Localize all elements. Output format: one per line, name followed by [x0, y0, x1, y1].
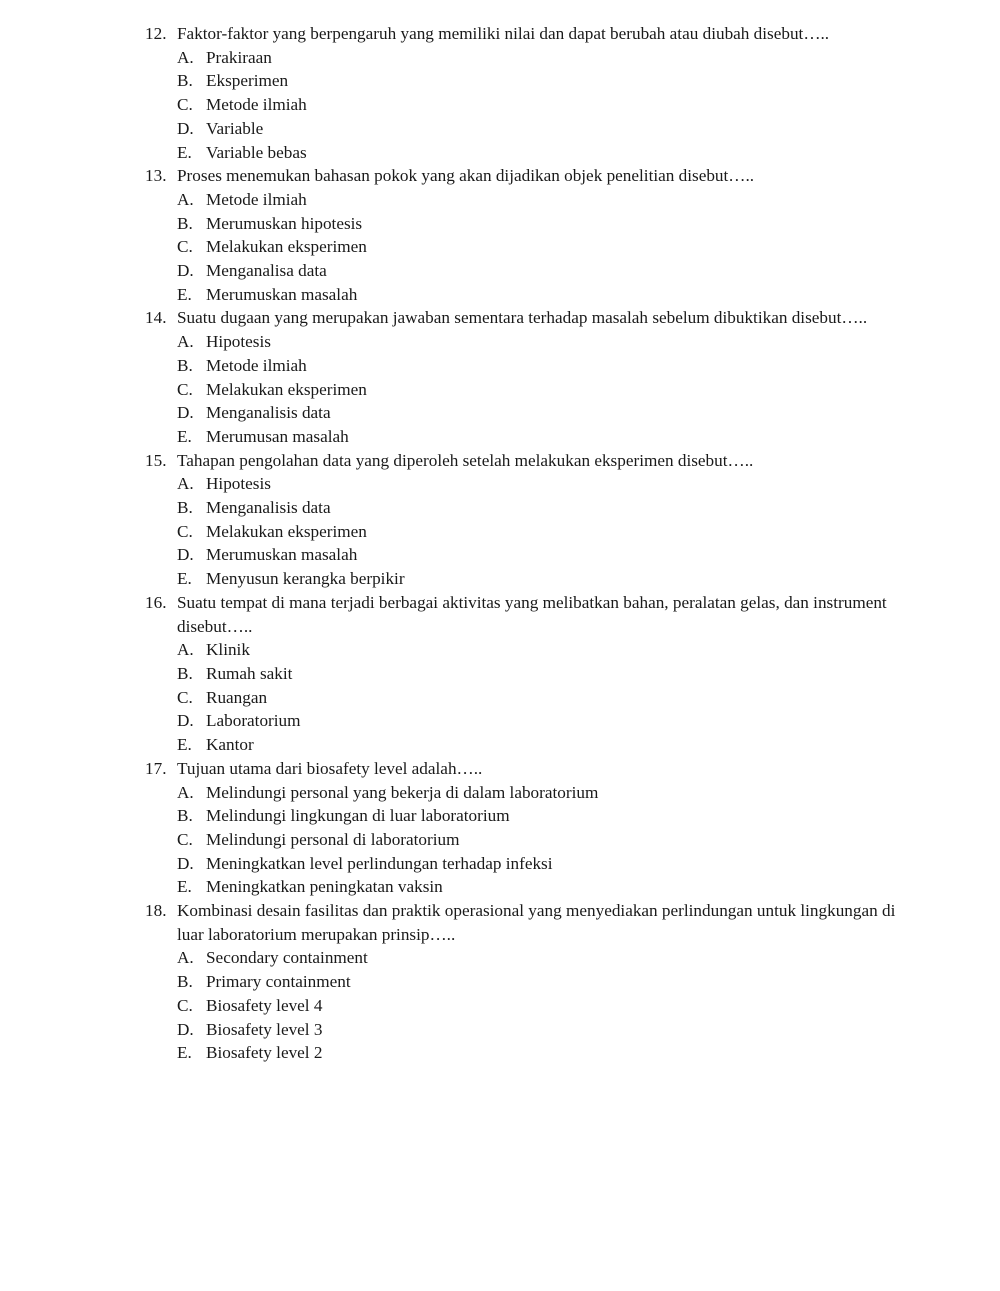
option-e	[0, 567, 1000, 591]
option-letter: B.	[177, 213, 193, 233]
option-text: Meningkatkan level perlindungan terhadap infeksi	[206, 853, 553, 873]
option-a	[0, 781, 1000, 805]
option-b	[0, 804, 1000, 828]
question-stem	[0, 591, 1000, 638]
option-text: Merumuskan masalah	[206, 284, 358, 304]
question-stem	[0, 164, 1000, 188]
question-12	[0, 22, 1000, 164]
option-e	[0, 141, 1000, 165]
option-letter: E.	[177, 142, 192, 162]
option-b	[0, 970, 1000, 994]
option-d	[0, 709, 1000, 733]
option-text: Prakiraan	[206, 47, 272, 67]
option-letter: A.	[177, 47, 194, 67]
option-a	[0, 188, 1000, 212]
option-b	[0, 69, 1000, 93]
option-letter: A.	[177, 474, 194, 494]
option-e	[0, 283, 1000, 307]
option-c	[0, 994, 1000, 1018]
option-text: Meningkatkan peningkatan vaksin	[206, 877, 443, 897]
option-list	[0, 330, 1000, 449]
option-c	[0, 235, 1000, 259]
option-d	[0, 1018, 1000, 1042]
option-letter: B.	[177, 806, 193, 826]
option-e	[0, 875, 1000, 899]
option-text: Menganalisa data	[206, 261, 327, 281]
question-stem	[0, 22, 1000, 46]
option-list	[0, 638, 1000, 757]
option-a	[0, 638, 1000, 662]
option-letter: B.	[177, 355, 193, 375]
option-list	[0, 946, 1000, 1065]
option-list	[0, 781, 1000, 900]
option-b	[0, 212, 1000, 236]
option-letter: E.	[177, 877, 192, 897]
question-14	[0, 306, 1000, 448]
option-d	[0, 259, 1000, 283]
option-c	[0, 828, 1000, 852]
option-text: Kantor	[206, 735, 254, 755]
option-text: Hipotesis	[206, 332, 271, 352]
option-letter: C.	[177, 829, 193, 849]
question-text: Suatu dugaan yang merupakan jawaban sementara terhadap masalah sebelum dibuktikan disebut…..	[177, 308, 868, 328]
option-d	[0, 117, 1000, 141]
option-list	[0, 46, 1000, 165]
option-e	[0, 1041, 1000, 1065]
option-letter: D.	[177, 1019, 194, 1039]
question-number: 15.	[145, 450, 167, 470]
option-a	[0, 46, 1000, 70]
option-text: Rumah sakit	[206, 663, 293, 683]
option-e	[0, 733, 1000, 757]
option-letter: D.	[177, 403, 194, 423]
option-letter: A.	[177, 948, 194, 968]
option-b	[0, 496, 1000, 520]
option-text: Variable	[206, 118, 264, 138]
question-number: 12.	[145, 24, 167, 43]
option-text: Menyusun kerangka berpikir	[206, 569, 405, 589]
question-stem	[0, 899, 1000, 946]
option-d	[0, 852, 1000, 876]
question-stem	[0, 306, 1000, 330]
option-letter: B.	[177, 71, 193, 91]
option-letter: D.	[177, 853, 194, 873]
question-number: 18.	[145, 901, 167, 921]
option-letter: A.	[177, 332, 194, 352]
option-letter: E.	[177, 284, 192, 304]
question-number: 14.	[145, 308, 167, 328]
option-letter: B.	[177, 498, 193, 518]
option-d	[0, 401, 1000, 425]
question-text: Tahapan pengolahan data yang diperoleh setelah melakukan eksperimen disebut…..	[177, 450, 754, 470]
option-c	[0, 520, 1000, 544]
option-list	[0, 188, 1000, 307]
option-text: Biosafety level 4	[206, 995, 323, 1015]
option-letter: D.	[177, 118, 194, 138]
option-text: Melindungi personal di laboratorium	[206, 829, 460, 849]
option-text: Merumusan masalah	[206, 426, 349, 446]
option-letter: C.	[177, 521, 193, 541]
option-letter: A.	[177, 782, 194, 802]
option-letter: B.	[177, 663, 193, 683]
option-a	[0, 330, 1000, 354]
option-letter: E.	[177, 735, 192, 755]
option-d	[0, 543, 1000, 567]
option-text: Metode ilmiah	[206, 95, 307, 115]
question-number: 16.	[145, 592, 167, 612]
question-stem	[0, 757, 1000, 781]
option-letter: C.	[177, 379, 193, 399]
question-text: Tujuan utama dari biosafety level adalah…..	[177, 758, 483, 778]
option-a	[0, 946, 1000, 970]
option-c	[0, 686, 1000, 710]
option-text: Ruangan	[206, 687, 268, 707]
option-letter: E.	[177, 426, 192, 446]
option-letter: D.	[177, 711, 194, 731]
question-text: Faktor-faktor yang berpengaruh yang memiliki nilai dan dapat berubah atau diubah disebut…..	[177, 24, 830, 43]
option-text: Melakukan eksperimen	[206, 379, 367, 399]
question-16	[0, 591, 1000, 757]
question-text: Suatu tempat di mana terjadi berbagai aktivitas yang melibatkan bahan, peralatan gelas, dan instrument disebut…..	[177, 592, 887, 636]
option-text: Melakukan eksperimen	[206, 521, 367, 541]
question-stem	[0, 449, 1000, 473]
option-text: Melindungi personal yang bekerja di dalam laboratorium	[206, 782, 599, 802]
option-text: Eksperimen	[206, 71, 289, 91]
option-text: Hipotesis	[206, 474, 271, 494]
option-text: Melindungi lingkungan di luar laboratorium	[206, 806, 510, 826]
option-text: Merumuskan hipotesis	[206, 213, 363, 233]
option-letter: C.	[177, 687, 193, 707]
option-text: Metode ilmiah	[206, 189, 307, 209]
option-letter: E.	[177, 569, 192, 589]
option-text: Biosafety level 2	[206, 1043, 323, 1063]
option-text: Secondary containment	[206, 948, 368, 968]
option-letter: A.	[177, 640, 194, 660]
question-17	[0, 757, 1000, 899]
question-list	[0, 22, 1000, 1065]
question-18	[0, 899, 1000, 1065]
option-letter: C.	[177, 95, 193, 115]
option-b	[0, 354, 1000, 378]
option-letter: C.	[177, 995, 193, 1015]
option-a	[0, 472, 1000, 496]
option-e	[0, 425, 1000, 449]
option-text: Menganalisis data	[206, 498, 331, 518]
option-text: Laboratorium	[206, 711, 301, 731]
option-text: Metode ilmiah	[206, 355, 307, 375]
option-text: Biosafety level 3	[206, 1019, 323, 1039]
question-number: 13.	[145, 166, 167, 186]
option-text: Menganalisis data	[206, 403, 331, 423]
option-b	[0, 662, 1000, 686]
question-text: Kombinasi desain fasilitas dan praktik operasional yang menyediakan perlindungan untuk lingkungan di luar laboratorium merupakan prinsip…..	[177, 901, 896, 944]
option-letter: D.	[177, 545, 194, 565]
option-text: Primary containment	[206, 972, 351, 992]
option-text: Klinik	[206, 640, 250, 660]
option-c	[0, 93, 1000, 117]
option-letter: B.	[177, 972, 193, 992]
option-letter: C.	[177, 237, 193, 257]
option-text: Variable bebas	[206, 142, 307, 162]
option-letter: D.	[177, 261, 194, 281]
option-text: Melakukan eksperimen	[206, 237, 367, 257]
option-list	[0, 472, 1000, 591]
question-15	[0, 449, 1000, 591]
option-text: Merumuskan masalah	[206, 545, 358, 565]
option-letter: A.	[177, 189, 194, 209]
question-text: Proses menemukan bahasan pokok yang akan dijadikan objek penelitian disebut…..	[177, 166, 755, 186]
question-number: 17.	[145, 758, 167, 778]
option-letter: E.	[177, 1043, 192, 1063]
option-c	[0, 378, 1000, 402]
question-13	[0, 164, 1000, 306]
